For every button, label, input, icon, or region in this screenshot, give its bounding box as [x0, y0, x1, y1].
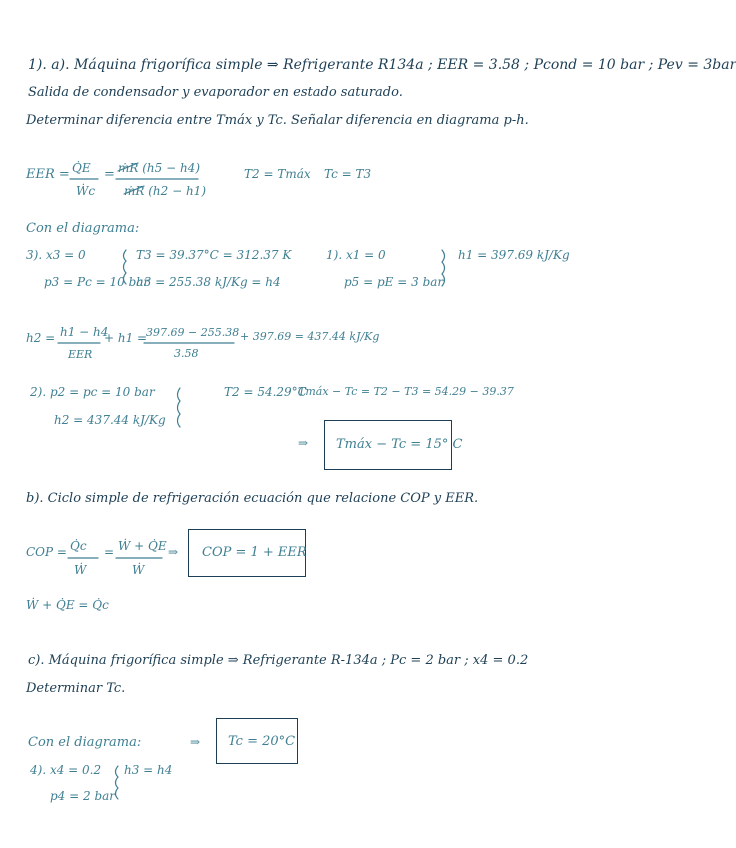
state-1-enthalpy: h1 = 397.69 kJ/Kg	[458, 248, 570, 262]
state-3-pressure: p3 = Pc = 10 bar	[44, 275, 150, 289]
problem-1-line-2: Salida de condensador y evaporador en estado saturado.	[28, 85, 403, 100]
state-1-pressure: p5 = pE = 3 bar	[344, 275, 444, 289]
result-tmax-tc: Tmáx − Tc = 15° C	[336, 437, 463, 452]
state-4-pressure: p4 = 2 bar	[50, 789, 116, 803]
eer-denominator: Ẇc	[76, 184, 96, 198]
state-2-label: 2). p2 = pc = 10 bar	[30, 385, 155, 399]
h2-calc-denominator-2: 3.58	[174, 347, 199, 360]
con-diagrama-label-2: Con el diagrama:	[28, 735, 142, 750]
tmax-tc-difference: Tmáx − Tc = T2 − T3 = 54.29 − 39.37	[298, 385, 514, 398]
cop-numerator: Q̇c	[70, 539, 87, 553]
state-3-label: 3). x3 = 0	[26, 248, 86, 262]
eer-relation-tc: Tc = T3	[324, 167, 372, 181]
state-3-temperature: T3 = 39.37°C = 312.37 K	[136, 248, 292, 262]
part-b-header: b). Ciclo simple de refrigeración ecuación que relacione COP y EER.	[26, 491, 479, 506]
h2-calc-denominator: EER	[68, 348, 93, 361]
brace-state-2	[178, 388, 181, 427]
h2-calc-mid: + h1 =	[104, 331, 148, 345]
cop-equals: =	[104, 545, 115, 559]
part-c-header: c). Máquina frigorífica simple ⇒ Refrigerante R-134a ; Pc = 2 bar ; x4 = 0.2	[28, 653, 529, 668]
result-tc: Tc = 20°C	[228, 734, 296, 749]
part-c-line-2: Determinar Tc.	[26, 681, 126, 696]
cop-lhs: COP =	[26, 545, 67, 559]
state-4-label: 4). x4 = 0.2	[30, 763, 102, 777]
h2-calc-lhs: h2 =	[26, 331, 56, 345]
state-4-enthalpy: h3 = h4	[124, 763, 173, 777]
state-2-temperature: T2 = 54.29°C	[224, 385, 307, 399]
state-3-enthalpy: h3 = 255.38 kJ/Kg = h4	[136, 275, 281, 289]
result-arrow-3: ⇒	[190, 735, 201, 749]
eer-relation-tmax: T2 = Tmáx	[244, 167, 311, 181]
problem-1-header: 1). a). Máquina frigorífica simple ⇒ Refrigerante R134a ; EER = 3.58 ; Pcond = 10 bar ; Pev = 3bar	[28, 57, 736, 73]
cancel-mark-1	[118, 163, 138, 171]
eer-equals: =	[104, 167, 115, 182]
eer-lhs: EER =	[26, 167, 70, 182]
cop-denominator: Ẇ	[74, 563, 87, 577]
result-arrow-1: ⇒	[298, 436, 309, 450]
energy-balance: Ẇ + Q̇E = Q̇c	[26, 598, 109, 612]
cop-denominator-2: Ẇ	[132, 563, 145, 577]
result-cop: COP = 1 + EER	[202, 545, 307, 560]
brace-state-3	[124, 250, 127, 284]
result-arrow-2: ⇒	[168, 545, 179, 559]
con-diagrama-label: Con el diagrama:	[26, 221, 140, 236]
problem-1-line-3: Determinar diferencia entre Tmáx y Tc. Señalar diferencia en diagrama p-h.	[26, 113, 529, 128]
h2-calc-rest: + 397.69 = 437.44 kJ/Kg	[240, 330, 380, 343]
h2-calc-numerator-2: 397.69 − 255.38	[146, 326, 240, 339]
brace-state-1	[442, 250, 445, 286]
eer-numerator-2: ṁR (h5 − h4)	[118, 161, 201, 175]
brace-state-4	[116, 766, 119, 799]
cancel-mark-2	[124, 186, 144, 194]
state-2-enthalpy: h2 = 437.44 kJ/Kg	[54, 413, 166, 427]
eer-denominator-2: ṁR (h2 − h1)	[124, 184, 207, 198]
state-1-label: 1). x1 = 0	[326, 248, 386, 262]
eer-numerator: Q̇E	[72, 161, 91, 175]
cop-numerator-2: Ẇ + Q̇E	[118, 539, 167, 553]
h2-calc-numerator: h1 − h4	[60, 325, 109, 339]
